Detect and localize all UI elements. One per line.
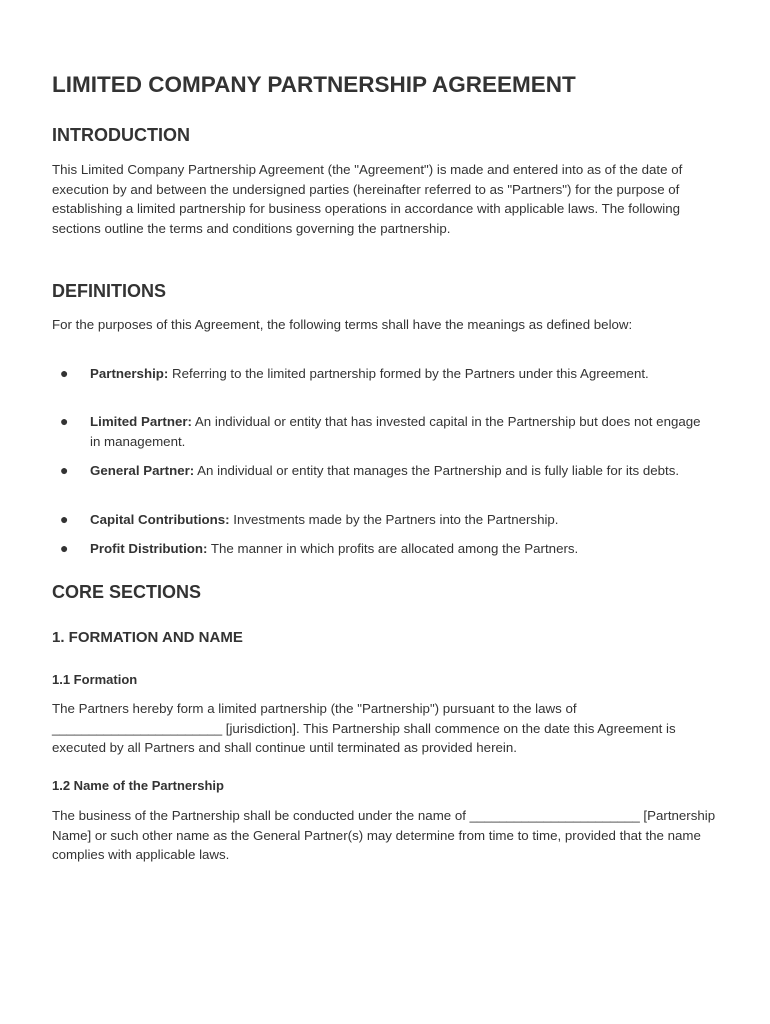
definition-text: The manner in which profits are allocated among the Partners. <box>207 541 579 556</box>
definitions-heading: DEFINITIONS <box>52 281 167 301</box>
bullet-icon: ● <box>60 413 69 429</box>
introduction-heading: INTRODUCTION <box>52 125 190 145</box>
bullet-icon: ● <box>60 540 69 556</box>
partnership-name-blank: _______________________ <box>469 808 640 823</box>
list-item <box>60 461 710 481</box>
definitions-intro: For the purposes of this Agreement, the following terms shall have the meanings as defined below: <box>52 317 633 332</box>
definition-term: Capital Contributions: <box>90 512 230 527</box>
section-1-2-heading: 1.2 Name of the Partnership <box>52 778 224 793</box>
section-1-heading: 1. FORMATION AND NAME <box>52 629 243 646</box>
section-1-1-text <box>52 699 718 758</box>
list-item <box>60 510 710 530</box>
definition-text: Referring to the limited partnership formed by the Partners under this Agreement. <box>168 366 649 381</box>
document-title: LIMITED COMPANY PARTNERSHIP AGREEMENT <box>52 72 576 97</box>
section-text: The Partners hereby form a limited partnership (the "Partnership") pursuant to the laws of <box>52 701 577 716</box>
list-item <box>60 412 710 451</box>
introduction-text: This Limited Company Partnership Agreement (the "Agreement") is made and entered into as of the date of execution by and between the undersigned parties (hereinafter referred to as "Partners") for the purpose of establishing a limited partnership for business operations in accordance with applicable laws. The following sections outline the terms and conditions governing the partnership. <box>52 162 683 236</box>
bullet-icon: ● <box>60 462 69 478</box>
bullet-icon: ● <box>60 511 69 527</box>
definition-text: An individual or entity that manages the Partnership and is fully liable for its debts. <box>194 463 680 478</box>
bullet-icon: ● <box>60 365 69 381</box>
definition-term: General Partner: <box>90 463 195 478</box>
section-1-2-text <box>52 806 718 865</box>
section-text: The business of the Partnership shall be conducted under the name of <box>52 808 470 823</box>
list-item <box>60 364 710 384</box>
definition-text: Investments made by the Partners into the Partnership. <box>229 512 559 527</box>
definition-term: Limited Partner: <box>90 414 192 429</box>
section-text: [jurisdiction]. This Partnership shall commence on the date this Agreement is executed by all Partners and shall continue until terminated as provided herein. <box>52 720 676 756</box>
list-item <box>60 539 710 559</box>
section-1-1-heading: 1.1 Formation <box>52 672 138 687</box>
definition-term: Profit Distribution: <box>90 541 208 556</box>
core-sections-heading: CORE SECTIONS <box>52 582 202 602</box>
definition-term: Partnership: <box>90 366 169 381</box>
jurisdiction-blank: _______________________ <box>52 720 223 736</box>
definition-text: An individual or entity that has invested capital in the Partnership but does not engage in management. <box>90 414 701 449</box>
section-text: [Partnership Name] or such other name as the General Partner(s) may determine from time to time, provided that the name complies with applicable laws. <box>52 808 716 863</box>
